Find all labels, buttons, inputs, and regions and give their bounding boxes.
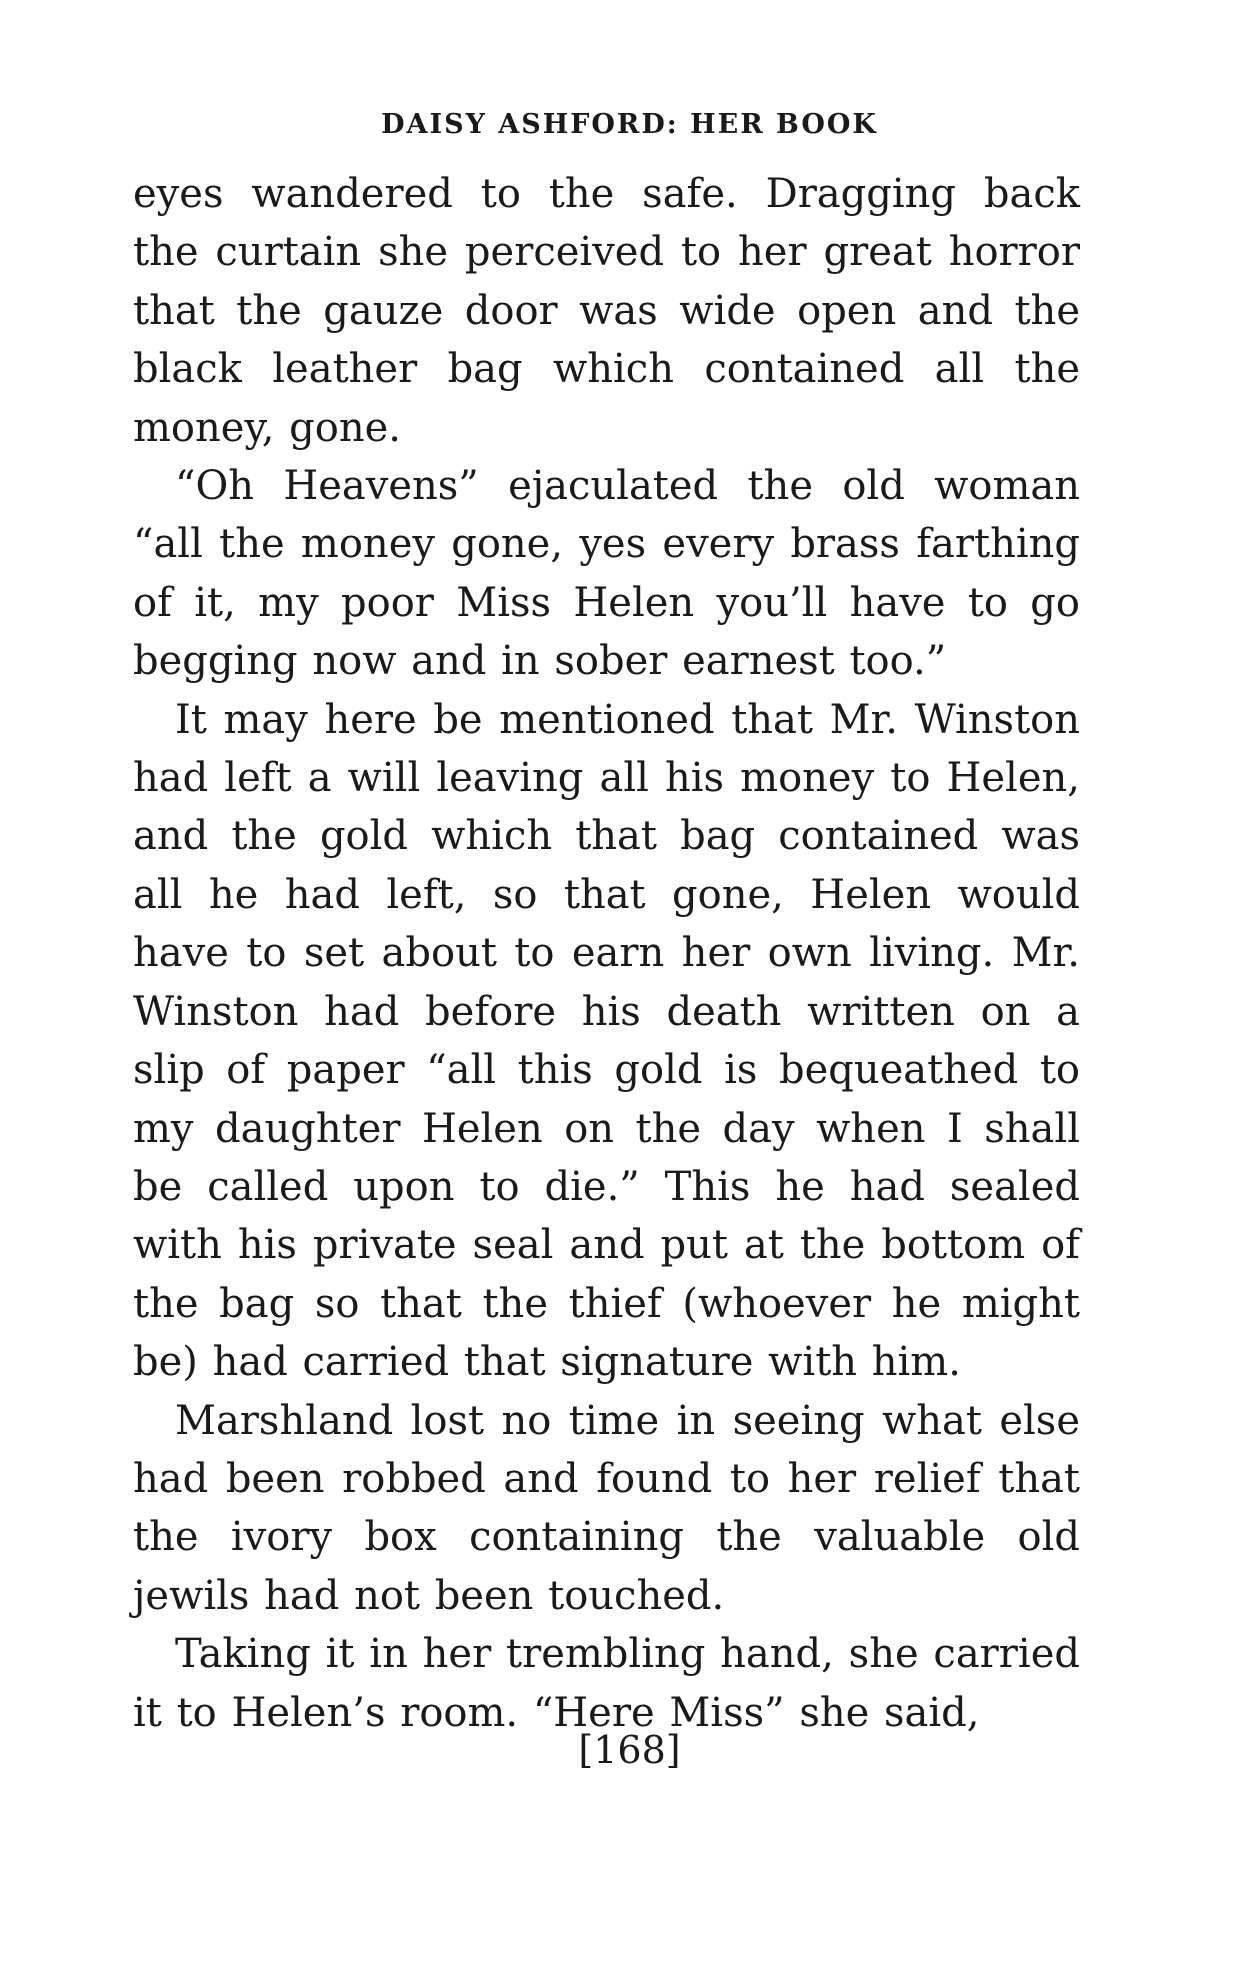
body-text [133, 165, 1080, 1742]
paragraph: “Oh Heavens” ejaculated the old woman “all the money gone, yes every brass farthing of it, my poor Miss Helen you’ll have to go begging now and in sober earnest too.” [133, 463, 1080, 685]
paragraph: It may here be mentioned that Mr. Winston had left a will leaving all his money to Helen, and the gold which that bag contained was all he had left, so that gone, Helen would have to set about to earn her own living. Mr. Winston had before his death written on a slip of paper “all this gold is bequeathed to my daughter Helen on the day when I shall be called upon to die.” This he had sealed with his private seal and put at the bottom of the bag so that the thief (whoever he might be) had carried that signature with him. [133, 696, 1080, 1386]
paragraph: Taking it in her trembling hand, she carried it to Helen’s room. “Here Miss” she said, [133, 1631, 1080, 1736]
paragraph: Marshland lost no time in seeing what else had been robbed and found to her relief that the ivory box containing the valuable old jewils had not been touched. [133, 1397, 1080, 1619]
running-head: DAISY ASHFORD: HER BOOK [381, 109, 878, 140]
page-number: [168] [578, 1728, 681, 1772]
paragraph: eyes wandered to the safe. Dragging back the curtain she perceived to her great horror that the gauze door was wide open and the black leather bag which contained all the money, gone. [133, 171, 1080, 451]
